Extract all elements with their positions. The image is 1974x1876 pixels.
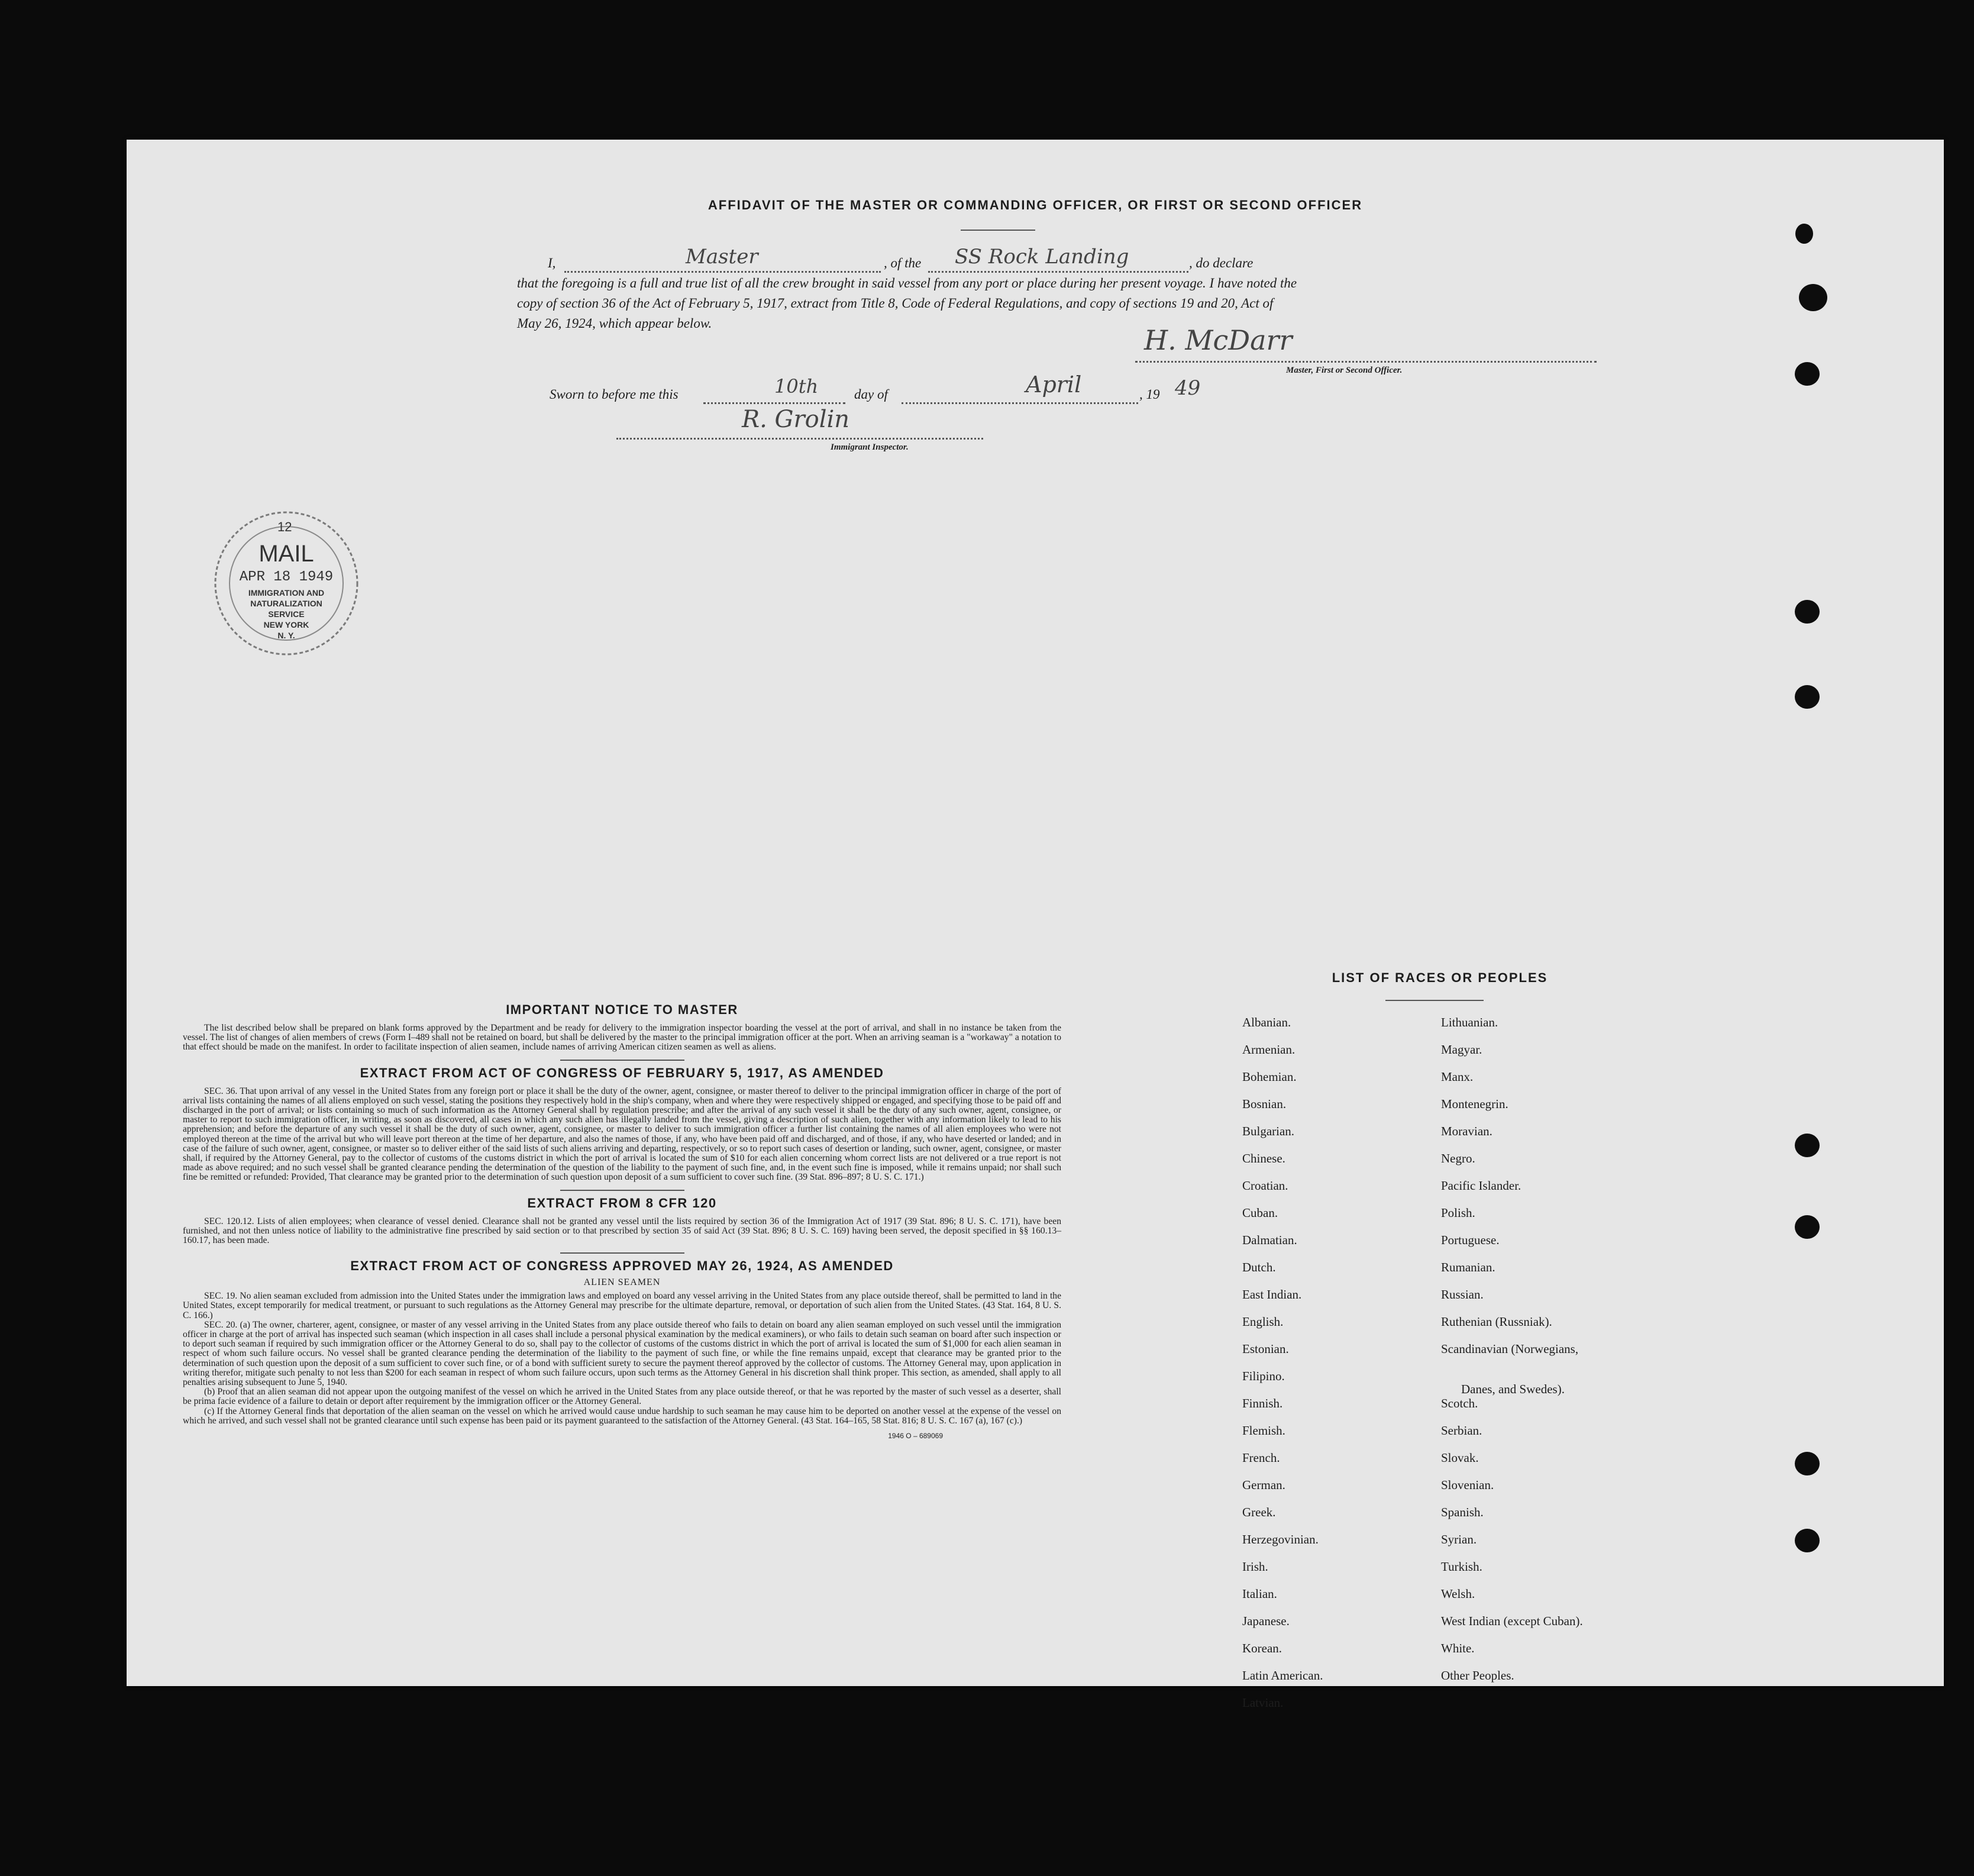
race-item: Moravian. [1441, 1124, 1492, 1138]
race-item: Pacific Islander. [1441, 1178, 1521, 1193]
race-item: West Indian (except Cuban). [1441, 1614, 1583, 1628]
race-item: French. [1242, 1451, 1280, 1465]
inspector-caption: Immigrant Inspector. [831, 443, 909, 452]
master-name-handwritten: Master [686, 245, 758, 269]
stamp-mail: MAIL [259, 541, 314, 567]
affidavit-do-declare: , do declare [1189, 256, 1253, 270]
extract-1924-heading: EXTRACT FROM ACT OF CONGRESS APPROVED MAY 26, 1924, AS AMENDED [350, 1258, 894, 1274]
vessel-name-blank [928, 271, 1188, 273]
race-item: Herzegovinian. [1242, 1532, 1319, 1546]
sworn-month-blank [902, 402, 1138, 404]
race-item: Rumanian. [1441, 1260, 1495, 1274]
race-item: Chinese. [1242, 1151, 1285, 1165]
race-item: Danes, and Swedes). [1461, 1382, 1565, 1396]
race-item: Dutch. [1242, 1260, 1276, 1274]
cfr-block [183, 1217, 1061, 1246]
sworn-before: Sworn to before me this [550, 387, 679, 402]
notice-rule [560, 1060, 684, 1061]
race-item: Slovak. [1441, 1451, 1479, 1465]
inspector-line [616, 438, 983, 440]
sworn-month-handwritten: April [1026, 372, 1082, 398]
sworn-year-prefix: , 19 [1139, 387, 1160, 402]
race-item: Greek. [1242, 1505, 1276, 1519]
race-item: Manx. [1441, 1070, 1474, 1084]
stamp-agency-3: SERVICE [268, 609, 305, 619]
extract-1917-body: SEC. 36. That upon arrival of any vessel in the United States from any foreign port or place it shall be the duty of the owner, agent, consignee, or master thereof to deliver to the principal immigration officer in charge of the port of arrival lists containing the names of all aliens employed on such vessel, stating the positions they respectively hold in the ship's company, when and where they were respectively shipped or engaged, and specifying those to be paid off and discharged in the port of arrival; or lists containing so much of such information as the Attorney General shall by regulation prescribe; and after the arrival of any such vessel it shall be the duty of any such owner, agent, consignee, or master to report to such immigration officer, in writing, as soon as discovered, all cases in which any such alien has illegally landed from the vessel, giving a description of such alien, together with any information likely to lead to his apprehension; and before the departure of any such vessel it shall be the duty of such owner, agent, consignee, or master to deliver to such immigration officer a further list containing the names of all alien employees who were not employed thereon at the time of the arrival but who will leave port thereon at the time of her departure, and also the names of those, if any, who have been paid off and discharged, and of those, if any, who have deserted or landed; and in case of the failure of such owner, agent, consignee, or master so to deliver either of the said lists of such aliens arriving and departing, respectively, or so to report such cases of desertion or landing, such owner, agent, consignee, or master shall, if required by the Attorney General, pay to the collector of customs of the customs district in which the port of arrival is located the sum of $10 for each alien concerning whom correct lists are not delivered or a true report is not made as above required; and no such vessel shall be granted clearance pending the determination of the question of the liability to the payment of such fine, and, in the event such fine is imposed, while it remains unpaid; nor shall such fine be remitted or refunded: Provided, That clearance may be granted prior to the determination of such question upon deposit of a sum sufficient to cover such fine. (39 Stat. 896–897; 8 U. S. C. 171.) [183, 1086, 1061, 1183]
affidavit-i: I, [548, 256, 556, 270]
sworn-year-handwritten: 49 [1175, 376, 1201, 400]
punch-hole [1795, 600, 1820, 624]
race-item: Polish. [1441, 1206, 1475, 1220]
inspector-signature: R. Grolin [742, 406, 850, 433]
document-page [127, 140, 1944, 1710]
race-item: English. [1242, 1315, 1284, 1329]
extract-1917-block [183, 1087, 1061, 1183]
stamp-state: N. Y. [277, 631, 295, 640]
race-item: White. [1441, 1641, 1475, 1655]
title-rule [961, 230, 1035, 231]
race-item: Serbian. [1441, 1423, 1482, 1438]
print-code: 1946 O – 689069 [888, 1432, 943, 1441]
affidavit-line-3: copy of section 36 of the Act of February 5, 1917, extract from Title 8, Code of Federal Regulations, and copy of sections 19 and 20, Act of [517, 296, 1274, 311]
affidavit-line-4: May 26, 1924, which appear below. [517, 316, 712, 331]
sworn-day-handwritten: 10th [774, 375, 819, 398]
extract-1924-block [183, 1291, 1061, 1426]
punch-hole [1795, 1134, 1820, 1157]
affidavit-line-2: that the foregoing is a full and true list of all the crew brought in said vessel from any port or place during her present voyage. I have noted the [517, 276, 1297, 290]
race-item: Russian. [1441, 1287, 1484, 1302]
race-item: Irish. [1242, 1559, 1268, 1574]
punch-hole [1795, 362, 1820, 386]
race-item: Other Peoples. [1441, 1668, 1514, 1683]
sworn-day-of: day of [854, 387, 888, 402]
race-item: Latin American. [1242, 1668, 1323, 1683]
stamp-agency-1: IMMIGRATION AND [248, 588, 325, 598]
races-heading: LIST OF RACES OR PEOPLES [1332, 970, 1548, 985]
race-item: Estonian. [1242, 1342, 1289, 1356]
race-item: Scotch. [1441, 1396, 1478, 1410]
race-item: Scandinavian (Norwegians, [1441, 1342, 1579, 1356]
race-item: East Indian. [1242, 1287, 1302, 1302]
race-item: Bulgarian. [1242, 1124, 1295, 1138]
sworn-day-blank [703, 402, 845, 404]
master-signature: H. McDarr [1144, 324, 1293, 356]
punch-hole [1795, 1452, 1820, 1475]
punch-hole [1795, 685, 1820, 709]
notice-body: The list described below shall be prepared on blank forms approved by the Department and be ready for delivery to the immigration inspector boarding the vessel at the port of arrival, and shall in no instance be taken from the vessel. The list of changes of alien members of crews (Form I–489 shall not be retained on board, but shall be delivered by the master to the principal immigration officer at the port. When an arriving seaman is a "workaway" a notation to that effect should be made on the manifest. In order to facilitate inspection of alien seamen, include names of arriving American citizen seamen as well as aliens. [183, 1023, 1061, 1052]
race-item: Lithuanian. [1441, 1015, 1498, 1029]
race-item: Flemish. [1242, 1423, 1285, 1438]
race-item: Croatian. [1242, 1178, 1288, 1193]
race-item: Spanish. [1441, 1505, 1484, 1519]
punch-hole [1795, 1529, 1820, 1552]
race-item: Armenian. [1242, 1042, 1295, 1057]
race-item: Syrian. [1441, 1532, 1477, 1546]
race-item: Negro. [1441, 1151, 1475, 1165]
race-item: Dalmatian. [1242, 1233, 1297, 1247]
race-item: Finnish. [1242, 1396, 1283, 1410]
race-item: Turkish. [1441, 1559, 1482, 1574]
race-item: Welsh. [1441, 1587, 1475, 1601]
affidavit-of-the: , of the [884, 256, 922, 270]
affidavit-title: AFFIDAVIT OF THE MASTER OR COMMANDING OFFICER, OR FIRST OR SECOND OFFICER [707, 198, 1363, 212]
master-name-blank [564, 271, 881, 273]
mail-received-stamp [209, 506, 363, 660]
race-item: Italian. [1242, 1587, 1277, 1601]
race-item: Japanese. [1242, 1614, 1290, 1628]
race-item: Magyar. [1441, 1042, 1482, 1057]
race-item: Cuban. [1242, 1206, 1278, 1220]
legal-column [183, 1002, 1061, 1440]
stamp-agency-2: NATURALIZATION [250, 599, 322, 608]
race-item: German. [1242, 1478, 1285, 1492]
race-item: Ruthenian (Russniak). [1441, 1315, 1552, 1329]
alien-seamen-subheading: ALIEN SEAMEN [583, 1277, 661, 1288]
race-item: Bosnian. [1242, 1097, 1287, 1111]
race-item: Slovenian. [1441, 1478, 1494, 1492]
vessel-name-handwritten: SS Rock Landing [955, 245, 1129, 269]
extract-1924-para-3: (b) Proof that an alien seaman did not appear upon the outgoing manifest of the vessel on which he arrived in the United States from any place outside thereof, or that he was reported by the master of such vessel as a deserter, shall be prima facie evidence of a failure to detain or deport after requirement by the immigration officer or the Attorney General. [183, 1387, 1061, 1407]
stamp-date: APR 18 1949 [239, 569, 334, 585]
signature-caption: Master, First or Second Officer. [1286, 366, 1403, 375]
cfr-rule [560, 1252, 684, 1254]
cfr-heading: EXTRACT FROM 8 CFR 120 [527, 1195, 717, 1210]
punch-hole [1795, 224, 1813, 244]
race-item: Bohemian. [1242, 1070, 1297, 1084]
stamp-number: 12 [277, 519, 292, 534]
extract-1924-para-1: SEC. 19. No alien seaman excluded from admission into the United States under the immigration laws and employed on board any vessel arriving in the United States from any place outside thereof, shall be permitted to land in the United States, except temporarily for medical treatment, or pursuant to such regulations as the Attorney General may prescribe for the ultimate departure, removal, or deportation of such alien from the United States. (43 Stat. 164, 8 U. S. C. 166.) [183, 1291, 1061, 1320]
cfr-body: SEC. 120.12. Lists of alien employees; when clearance of vessel denied. Clearance shall not be granted any vessel until the lists required by section 36 of the Immigration Act of 1917 (39 Stat. 896; 8 U. S. C. 171), have been furnished, and not then unless notice of liability to the administrative fine prescribed by said section or to that prescribed by section 35 of said Act (39 Stat. 896; 8 U. S. C. 169) having been served, the deposit specified in §§ 160.13–160.17, has been made. [183, 1216, 1061, 1246]
races-rule [1385, 1000, 1484, 1001]
notice-body-block [183, 1023, 1061, 1052]
race-item: Korean. [1242, 1641, 1282, 1655]
notice-heading: IMPORTANT NOTICE TO MASTER [506, 1002, 738, 1017]
extract-1917-rule [560, 1190, 684, 1191]
stamp-city: NEW YORK [263, 620, 309, 629]
race-item: Albanian. [1242, 1015, 1291, 1029]
extract-1924-para-4: (c) If the Attorney General finds that deportation of the alien seaman on the vessel on which he arrived would cause undue hardship to such seaman he may cause him to be deported on another vessel at the expense of the vessel on which he arrived, and such vessel shall not be granted clearance until such expense has been paid or its payment guaranteed to the satisfaction of the Attorney General. (43 Stat. 164–165, 58 Stat. 816; 8 U. S. C. 167 (a), 167 (c).) [183, 1406, 1061, 1426]
race-item: Latvian. [1242, 1696, 1284, 1710]
race-item: Filipino. [1242, 1369, 1285, 1383]
extract-1917-heading: EXTRACT FROM ACT OF CONGRESS OF FEBRUARY 5, 1917, AS AMENDED [360, 1065, 884, 1080]
extract-1924-para-2: SEC. 20. (a) The owner, charterer, agent, consignee, or master of any vessel arriving in the United States from any place outside thereof who fails to detain on board any alien seaman employed on such vessel until the immigration officer in charge at the port of arrival has inspected such seaman (which inspection in all cases shall include a personal physical examination by the medical examiners), or who fails to detain such seaman on board after such inspection or to deport such seaman if required by such immigration officer or the Attorney General to do so, shall pay to the collector of customs of the customs district in which the port of arrival is located the sum of $1,000 for each alien seaman in respect of whom such failure occurs. No vessel shall be granted clearance pending the determination of the liability to the payment of such fine, or while the fine remains unpaid, except that clearance may be granted prior to the determination of such question upon the deposit of a sum sufficient to cover such fine, or of a bond with sufficient surety to secure the payment thereof approved by the collector of customs. The Attorney General may, upon application in writing therefor, mitigate such penalty to not less than $200 for each seaman in respect of whom such failure occurs, upon such terms as the Attorney General in his discretion shall think proper. This section, as amended, shall apply to all penalties arising subsequent to June 5, 1940. [183, 1319, 1061, 1388]
punch-hole [1795, 1215, 1820, 1239]
punch-hole [1799, 284, 1827, 311]
signature-line [1135, 361, 1597, 363]
race-item: Portuguese. [1441, 1233, 1500, 1247]
race-item: Montenegrin. [1441, 1097, 1508, 1111]
